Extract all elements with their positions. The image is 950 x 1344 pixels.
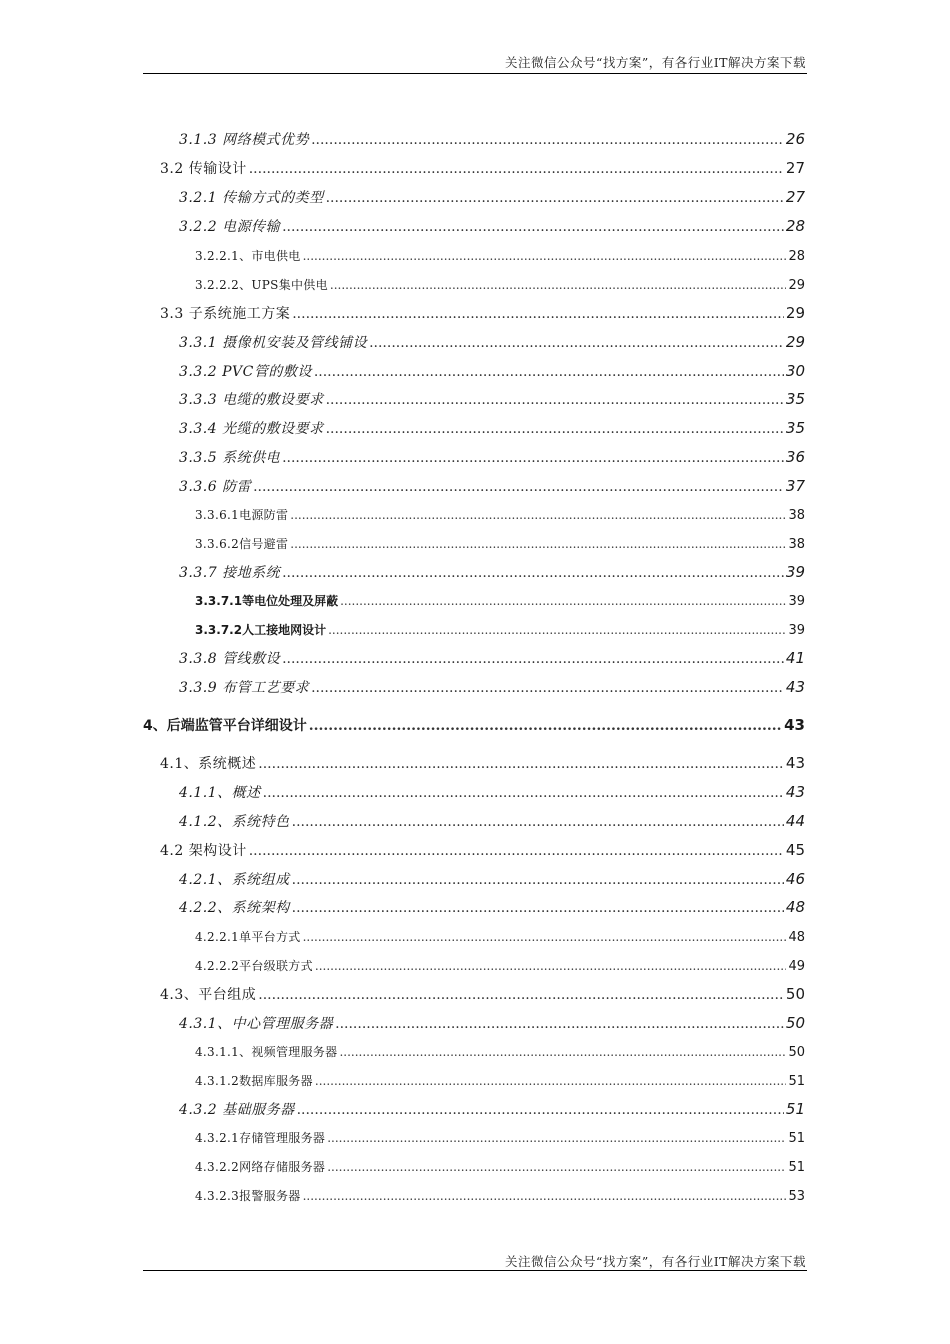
toc-label: 4.2.2.1单平台方式 [195, 930, 301, 944]
toc-leader [369, 335, 784, 351]
toc-leader [326, 392, 784, 408]
header-rule [143, 73, 807, 74]
toc-entry[interactable] [160, 984, 805, 1004]
toc-leader [258, 987, 784, 1003]
toc-page: 46 [785, 870, 805, 888]
toc-leader [339, 1045, 786, 1059]
toc-page: 50 [788, 1045, 805, 1060]
toc-entry[interactable] [179, 447, 805, 467]
toc-leader [292, 814, 784, 830]
toc-page: 38 [788, 508, 805, 523]
toc-leader [263, 785, 784, 801]
toc-leader [326, 190, 784, 206]
toc-entry[interactable] [195, 957, 805, 974]
toc-entry[interactable] [179, 869, 805, 889]
toc-entry[interactable] [179, 811, 805, 831]
toc-leader [314, 364, 784, 380]
toc-entry[interactable] [179, 648, 805, 668]
toc-leader [290, 537, 786, 551]
footer-rule [143, 1270, 807, 1271]
toc-entry[interactable] [195, 592, 805, 609]
toc-label: 4.3.1.1、视频管理服务器 [195, 1045, 338, 1059]
toc-entry[interactable] [179, 1099, 805, 1119]
toc-label: 3.3.9 布管工艺要求 [179, 680, 310, 696]
toc-leader [335, 1016, 784, 1032]
toc-label: 3.1.3 网络模式优势 [179, 132, 310, 148]
toc-page: 49 [788, 959, 805, 974]
toc-leader [249, 161, 784, 177]
toc-leader [311, 680, 784, 696]
toc-page: 45 [785, 841, 805, 859]
toc-page: 39 [788, 594, 805, 609]
toc-entry[interactable] [160, 303, 805, 323]
toc-label: 4.1.1、概述 [179, 785, 261, 801]
toc-entry[interactable] [160, 158, 805, 178]
toc-leader [328, 623, 786, 637]
page-footer: 关注微信公众号“找方案”，有各行业IT解决方案下载 [504, 1254, 806, 1269]
toc-label: 3.3.6.2信号避雷 [195, 537, 289, 551]
toc-page: 39 [785, 563, 805, 581]
toc-page: 43 [784, 716, 805, 734]
toc-entry[interactable] [195, 1043, 805, 1060]
toc-page: 27 [785, 188, 805, 206]
toc-label: 4.3.2.2网络存储服务器 [195, 1160, 326, 1174]
toc-leader [311, 132, 784, 148]
toc-label: 4.3.2.3报警服务器 [195, 1189, 301, 1203]
toc-label: 3.3.7 接地系统 [179, 565, 281, 581]
toc-label: 4.2.1、系统组成 [179, 872, 290, 888]
toc-label: 4.1、系统概述 [160, 756, 257, 772]
toc-leader [326, 421, 784, 437]
toc-entry[interactable] [160, 840, 805, 860]
toc-leader [309, 718, 782, 734]
toc-label: 4.2 架构设计 [160, 843, 247, 859]
toc-label: 3.3.3 电缆的敷设要求 [179, 392, 324, 408]
toc-entry[interactable] [195, 928, 805, 945]
toc-entry[interactable] [179, 562, 805, 582]
toc-page: 51 [788, 1131, 805, 1146]
toc-label: 3.3.6.1电源防雷 [195, 508, 289, 522]
toc-page: 39 [788, 623, 805, 638]
toc-entry[interactable] [195, 535, 805, 552]
toc-entry[interactable] [195, 247, 805, 264]
toc-leader [292, 900, 784, 916]
toc-leader [282, 450, 784, 466]
toc-page: 51 [785, 1100, 805, 1118]
toc-entry[interactable] [179, 782, 805, 802]
toc-entry[interactable] [179, 187, 805, 207]
toc-page: 35 [785, 390, 805, 408]
toc-leader [282, 219, 784, 235]
toc-page: 53 [788, 1189, 805, 1204]
toc-entry[interactable] [179, 1013, 805, 1033]
toc-entry[interactable] [195, 1187, 805, 1204]
toc-leader [292, 306, 784, 322]
toc-page: 50 [785, 1014, 805, 1032]
page-header: 关注微信公众号“找方案”，有各行业IT解决方案下载 [504, 55, 806, 70]
toc-label: 3.2.2.2、UPS集中供电 [195, 278, 328, 292]
toc-label: 3.2.2 电源传输 [179, 219, 281, 235]
toc-page: 43 [785, 678, 805, 696]
toc-entry[interactable] [179, 418, 805, 438]
toc-page: 50 [785, 985, 805, 1003]
toc-label: 4.3.1.2数据库服务器 [195, 1074, 313, 1088]
toc-leader [253, 479, 784, 495]
toc-page: 43 [785, 783, 805, 801]
toc-label: 3.3.7.1等电位处理及屏蔽 [195, 594, 339, 608]
toc-label: 4.3、平台组成 [160, 987, 257, 1003]
toc-label: 4.1.2、系统特色 [179, 814, 290, 830]
toc-leader [303, 930, 787, 944]
toc-page: 26 [785, 130, 805, 148]
toc-label: 4.3.2.1存储管理服务器 [195, 1131, 326, 1145]
toc-leader [292, 872, 784, 888]
toc-page: 28 [788, 249, 805, 264]
toc-leader [282, 651, 784, 667]
toc-label: 3.3 子系统施工方案 [160, 306, 291, 322]
toc-entry[interactable] [195, 276, 805, 293]
toc-page: 27 [785, 159, 805, 177]
toc-leader [330, 278, 787, 292]
toc-label: 3.3.7.2人工接地网设计 [195, 623, 327, 637]
toc-entry[interactable] [179, 361, 805, 381]
toc-label: 4.3.2 基础服务器 [179, 1102, 295, 1118]
toc-entry[interactable] [179, 897, 805, 917]
toc-page: 48 [788, 930, 805, 945]
toc-label: 3.2.2.1、市电供电 [195, 249, 301, 263]
toc-page: 28 [785, 217, 805, 235]
toc-leader [315, 1074, 787, 1088]
toc-label: 4.3.1、中心管理服务器 [179, 1016, 334, 1032]
toc-entry[interactable] [179, 216, 805, 236]
toc-page: 51 [788, 1074, 805, 1089]
toc-entry[interactable] [179, 332, 805, 352]
toc-label: 3.3.5 系统供电 [179, 450, 281, 466]
toc-entry[interactable] [179, 389, 805, 409]
toc-leader [327, 1160, 786, 1174]
toc-leader [258, 756, 784, 772]
toc-leader [249, 843, 784, 859]
toc-leader [303, 249, 787, 263]
toc-label: 3.3.8 管线敷设 [179, 651, 281, 667]
toc-label: 4、后端监管平台详细设计 [143, 718, 307, 734]
toc-page: 38 [788, 537, 805, 552]
toc-leader [282, 565, 784, 581]
toc-leader [303, 1189, 787, 1203]
toc-entry[interactable] [179, 677, 805, 697]
toc-page: 29 [785, 333, 805, 351]
toc-page: 29 [788, 278, 805, 293]
toc-page: 36 [785, 448, 805, 466]
toc-label: 3.3.1 摄像机安装及管线铺设 [179, 335, 368, 351]
toc-entry[interactable] [195, 621, 805, 638]
toc-leader [315, 959, 787, 973]
toc-entry[interactable] [179, 129, 805, 149]
toc-entry[interactable] [179, 476, 805, 496]
toc-label: 3.2 传输设计 [160, 161, 247, 177]
toc-page: 43 [785, 754, 805, 772]
toc-entry[interactable] [195, 1129, 805, 1146]
toc-page: 44 [785, 812, 805, 830]
toc-page: 48 [785, 898, 805, 916]
toc-page: 51 [788, 1160, 805, 1175]
toc-entry-chapter[interactable] [143, 715, 805, 735]
toc-page: 29 [785, 304, 805, 322]
toc-entry[interactable] [195, 1158, 805, 1175]
toc-label: 4.2.2、系统架构 [179, 900, 290, 916]
toc-leader [290, 508, 786, 522]
toc-page: 41 [785, 649, 805, 667]
toc-label: 4.2.2.2平台级联方式 [195, 959, 313, 973]
toc-page: 37 [785, 477, 805, 495]
toc-entry[interactable] [195, 1072, 805, 1089]
toc-label: 3.3.4 光缆的敷设要求 [179, 421, 324, 437]
toc-label: 3.3.2 PVC管的敷设 [179, 364, 312, 380]
toc-entry[interactable] [195, 506, 805, 523]
toc-page: 30 [785, 362, 805, 380]
toc-label: 3.2.1 传输方式的类型 [179, 190, 324, 206]
toc-leader [327, 1131, 786, 1145]
toc-label: 3.3.6 防雷 [179, 479, 252, 495]
toc-entry[interactable] [160, 753, 805, 773]
toc-leader [297, 1102, 784, 1118]
toc-leader [340, 594, 786, 608]
toc-page: 35 [785, 419, 805, 437]
